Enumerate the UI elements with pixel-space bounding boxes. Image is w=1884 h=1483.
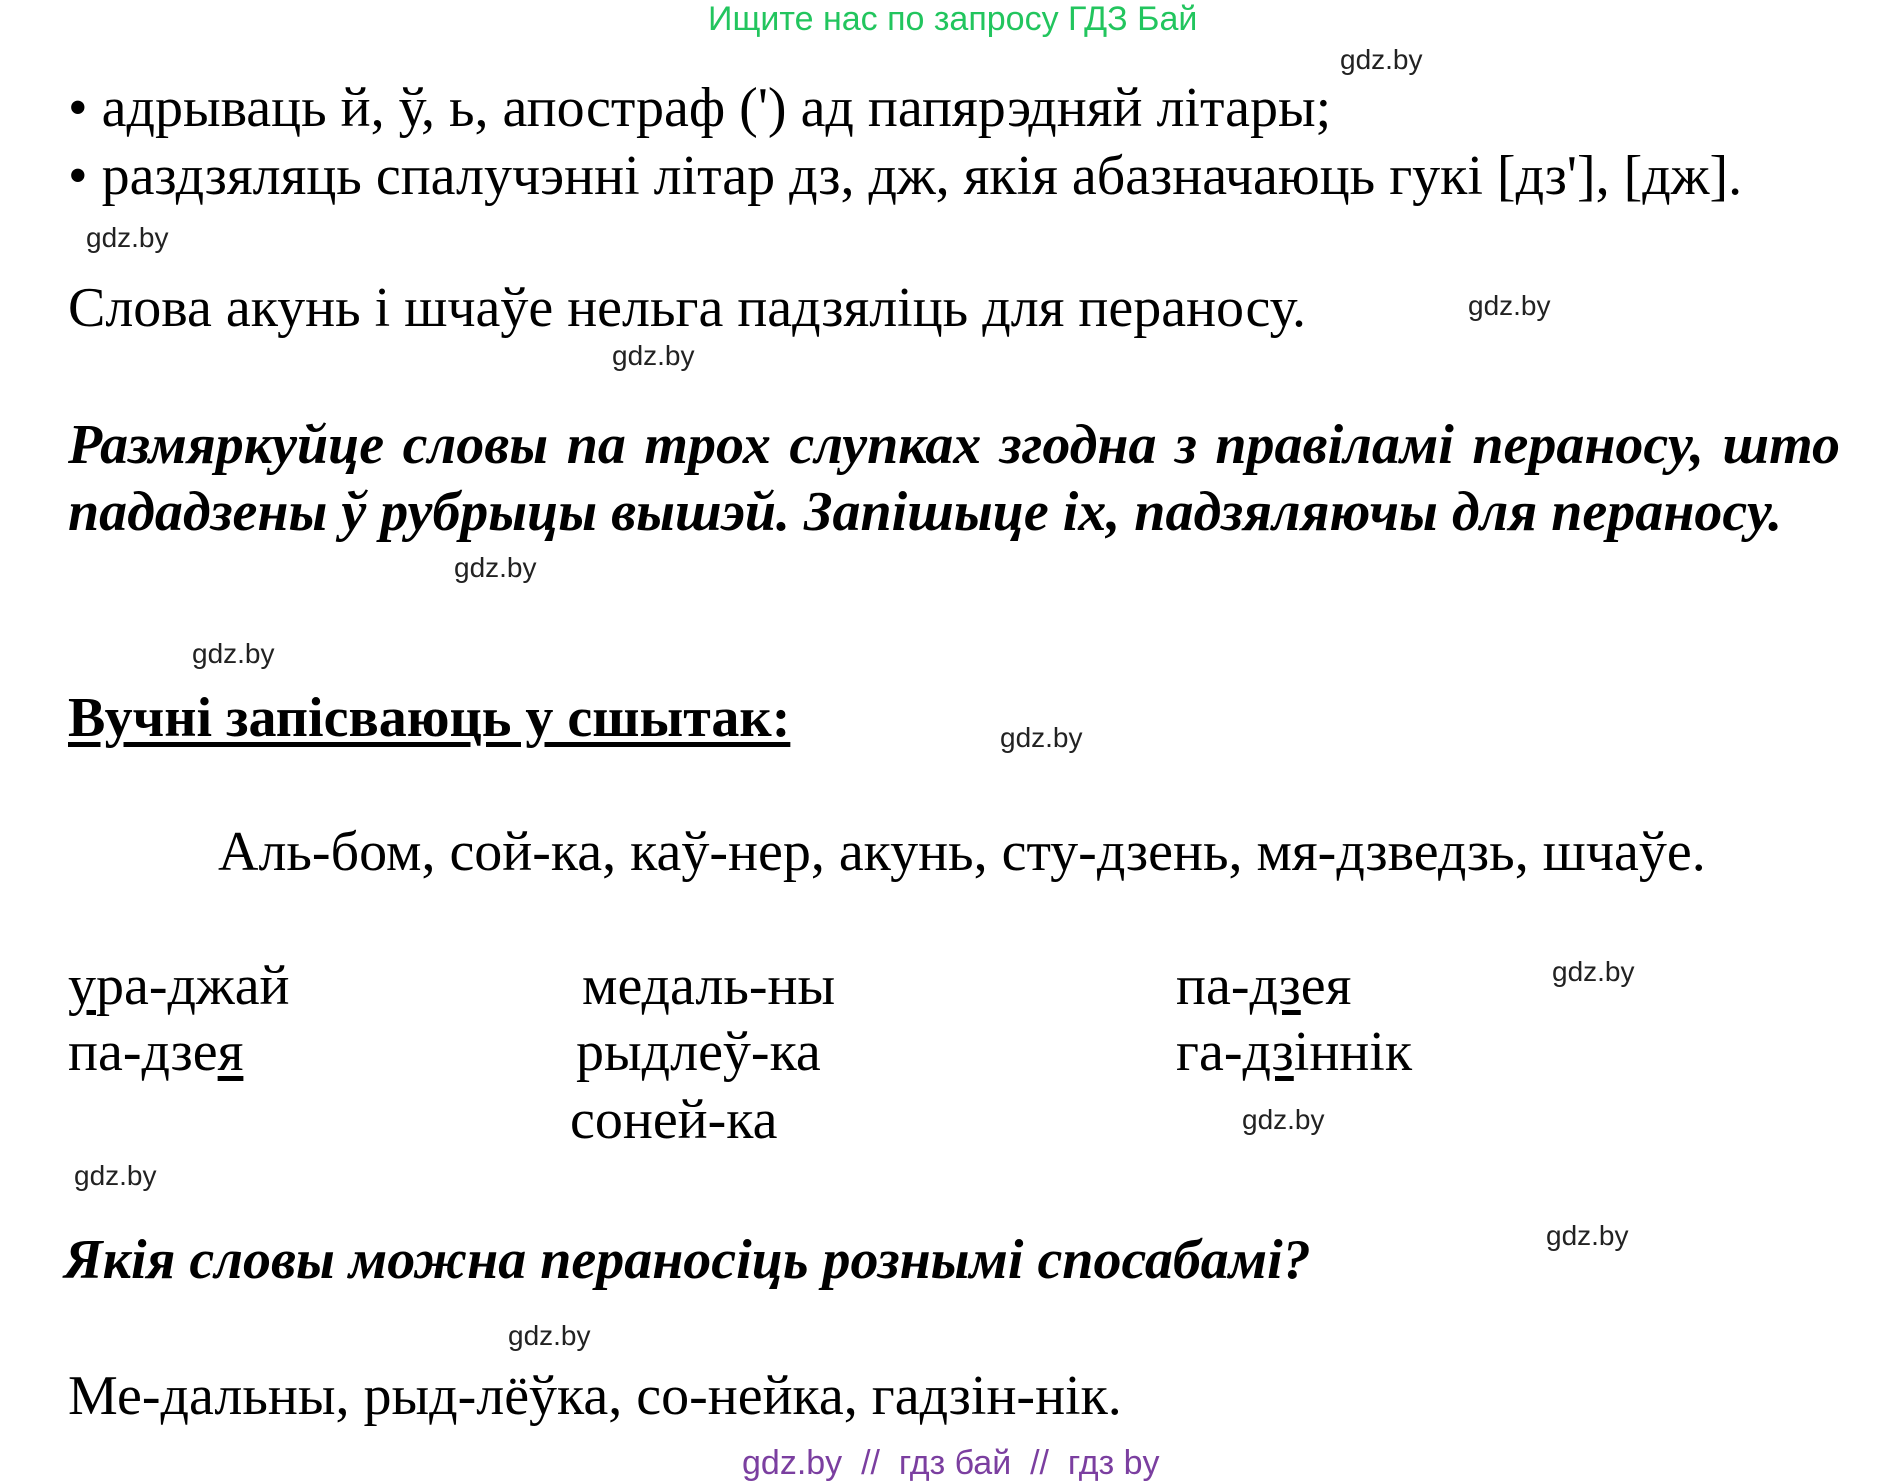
watermark: gdz.by xyxy=(1552,956,1635,987)
watermark: gdz.by xyxy=(612,340,695,371)
column-2-word-2: рыдлеў-ка xyxy=(576,1021,821,1083)
watermark: gdz.by xyxy=(86,222,169,253)
watermark: gdz.by xyxy=(192,638,275,669)
underlined-letters: дз xyxy=(1242,1021,1294,1083)
words-line: Аль-бом, сой-ка, каў-нер, акунь, сту-дзень, мя-дзведзь, шчаўе. xyxy=(218,821,1706,883)
watermark: gdz.by xyxy=(508,1320,591,1351)
word-part: па-дзе xyxy=(68,1021,218,1083)
answer-text: Ме-дальны, рыд-лёўка, со-нейка, гадзін-нік. xyxy=(68,1365,1122,1427)
watermark: gdz.by xyxy=(1468,290,1551,321)
watermark: gdz.by xyxy=(1000,722,1083,753)
column-1-word-1 xyxy=(68,955,290,1017)
watermark: gdz.by xyxy=(1242,1104,1325,1135)
task-2-text: Якія словы можна пераносіць рознымі спосабамі? xyxy=(64,1229,1311,1291)
underlined-letters: дз xyxy=(1249,955,1301,1017)
section-heading: Вучні запісваюць у сшытак: xyxy=(68,687,791,749)
underlined-letter: я xyxy=(217,1021,244,1083)
underlined-letter: у xyxy=(68,955,96,1017)
task-1-text: Размяркуйце словы па трох слупках згодна з правіламі пераносу, што пададзены ў рубрыцы вышэй. Запішыце іх, падзяляючы для пераносу. xyxy=(68,414,1840,543)
column-3-word-1 xyxy=(1176,955,1352,1017)
footer-links: gdz.by // гдз бай // гдз by xyxy=(742,1444,1160,1482)
word-part: ея xyxy=(1300,955,1352,1017)
watermark: gdz.by xyxy=(454,552,537,583)
column-2-word-1: медаль-ны xyxy=(582,955,836,1017)
column-2-word-3: соней-ка xyxy=(570,1089,778,1151)
column-3-word-2 xyxy=(1176,1021,1413,1083)
word-part: па- xyxy=(1176,955,1250,1017)
watermark: gdz.by xyxy=(1340,44,1423,75)
word-part: га- xyxy=(1176,1021,1243,1083)
note-text: Слова акунь і шчаўе нельга падзяліць для пераносу. xyxy=(68,277,1306,339)
word-part: іннік xyxy=(1293,1021,1413,1083)
word-part: ра-джай xyxy=(96,955,290,1017)
rule-line-2: • раздзяляць спалучэнні літар дз, дж, якія абазначаюць гукі [дз'], [дж]. xyxy=(68,145,1743,207)
column-1-word-2 xyxy=(68,1021,244,1083)
watermark: gdz.by xyxy=(74,1160,157,1191)
top-banner: Ищите нас по запросу ГДЗ Бай xyxy=(708,0,1198,38)
watermark: gdz.by xyxy=(1546,1220,1629,1251)
rule-line-1: • адрываць й, ў, ь, апостраф (') ад папярэдняй літары; xyxy=(68,77,1332,139)
